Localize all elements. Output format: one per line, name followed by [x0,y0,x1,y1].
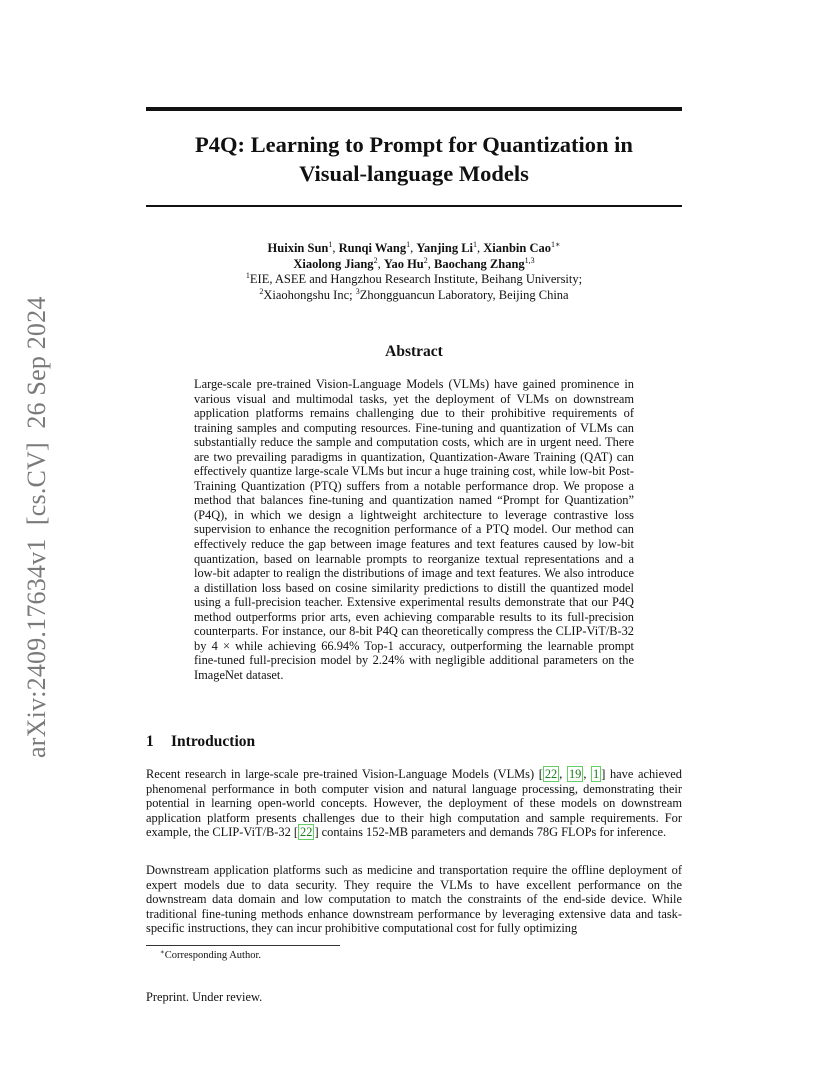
footnote-rule [146,945,340,946]
author-sup: 1 [473,240,478,249]
affiliation-sup: 3 [355,286,360,296]
author-name: Runqi Wang [338,241,407,255]
separator: , [410,241,417,255]
paragraph-text: ] have achieved phenomenal performance in both computer vision and natural language processing, demonstrating their potential in learning open-world concepts. However, the deployment of these models on downstream application platform presents challenges due to their high computation and sample requirements. For example, the CLIP-ViT/B-32 [ [146,767,682,840]
author-sup: 1∗ [551,240,561,249]
affiliation-line-2 [146,288,682,304]
footnote-text: Corresponding Author. [164,950,262,961]
section-title: Introduction [171,733,256,750]
abstract-body: Large-scale pre-trained Vision-Language Models (VLMs) have gained prominence in various visual and multimodal tasks, yet the deployment of VLMs on downstream application platforms remains challenging due to their prohibitive requirements of training samples and computing resources. Fine-tuning and quantization of VLMs can substantially reduce the sample and computation costs, which are in urgent need. There are two prevailing paradigms in quantization, Quantization-Aware Training (QAT) can effectively quantize large-scale VLMs but incur a huge training cost, while low-bit Post-Training Quantization (PTQ) suffers from a notable performance drop. We propose a method that balances fine-tuning and quantization named “Prompt for Quantization” (P4Q), in which we design a lightweight architecture to leverage contrastive loss supervision to enhance the recognition performance of a PTQ model. Our method can effectively reduce the gap between image features and text features caused by low-bit quantization, based on learnable prompts to reorganize textual representations and a low-bit adapter to realign the distributions of image and text features. We also introduce a distillation loss based on cosine similarity predictions to distill the quantized model using a full-precision teacher. Extensive experimental results demonstrate that our P4Q method outperforms prior arts, even achieving comparable results to its full-precision counterparts. For instance, our 8-bit P4Q can theoretically compress the CLIP-ViT/B-32 by 4 × while achieving 66.94% Top-1 accuracy, outperforming the learnable prompt fine-tuned full-precision model by 2.24% with negligible additional parameters on the ImageNet dataset. [194,377,634,682]
citation-link[interactable]: 1 [593,767,600,781]
citation-link[interactable]: 22 [544,767,558,781]
title-top-rule [146,107,682,111]
affiliation-text: Zhongguancun Laboratory, Beijing China [359,287,569,302]
arxiv-stamp: arXiv:2409.17634v1 [cs.CV] 26 Sep 2024 [22,296,51,758]
intro-paragraph-1: Recent research in large-scale pre-trained Vision-Language Models (VLMs) [ 22 , 19 , 1 ] have achieved phenomenal performance in both computer vision and natural language processing, demonstrating their potential in learning open-world concepts. However, the deployment of these models on downstream application platform presents challenges due to their high computation and sample requirements. For example, the CLIP-ViT/B-32 [ 22 ] contains 152-MB parameters and demands 78G FLOPs for inference. [146,767,682,840]
affiliation-text: EIE, ASEE and Hangzhou Research Institute, Beihang University; [249,272,583,286]
author-sup: 2 [423,255,428,265]
section-number: 1 [146,733,154,750]
author-sup: 2 [373,255,378,265]
paper-title [146,130,682,188]
author-sup: 1,3 [524,255,535,265]
author-name: Huixin Sun [267,241,329,255]
author-sup: 1 [406,240,411,249]
author-name: Xianbin Cao [483,241,551,255]
author-line-1 [146,241,682,257]
author-line-2 [146,257,682,273]
citation-link[interactable]: 19 [568,767,582,781]
author-sup: 1 [328,240,333,249]
author-name: Yanjing Li [416,241,474,255]
abstract-heading: Abstract [385,343,443,360]
title-line-2: Visual-language Models [299,161,529,186]
title-bottom-rule [146,205,682,207]
affiliation-text: Xiaohongshu Inc; [263,287,356,302]
affiliation-sup: 2 [259,286,264,296]
affiliation-sup: 1 [245,271,250,280]
author-name: Yao Hu [383,256,424,271]
paragraph-text: ] contains 152-MB parameters and demands 78G FLOPs for inference. [314,825,667,840]
citation-link[interactable]: 22 [300,825,313,840]
paragraph-text: Recent research in large-scale pre-trained Vision-Language Models (VLMs) [ [146,767,543,781]
separator: , [332,241,339,255]
intro-paragraph-2: Downstream application platforms such as medicine and transportation require the offline deployment of expert models due to data security. They require the VLMs to have excellent performance on the downstream data domain and low computation to match the constraints of the end-side device. While traditional fine-tuning methods enhance downstream performance by leveraging extensive data and task-specific instructions, they can incur prohibitive computational cost for fully optimizing [146,863,682,936]
affiliation-line-1 [146,272,682,288]
preprint-notice: Preprint. Under review. [146,990,263,1004]
author-block [146,241,682,303]
author-name: Xiaolong Jiang [293,256,374,271]
separator: , [477,241,484,255]
section-heading [146,733,255,751]
separator: , [427,256,435,271]
footnote-mark: ∗ [160,948,165,956]
footnote [160,950,261,961]
separator: , [377,256,384,271]
title-line-1: P4Q: Learning to Prompt for Quantization in [195,132,633,157]
author-name: Baochang Zhang [434,256,525,271]
